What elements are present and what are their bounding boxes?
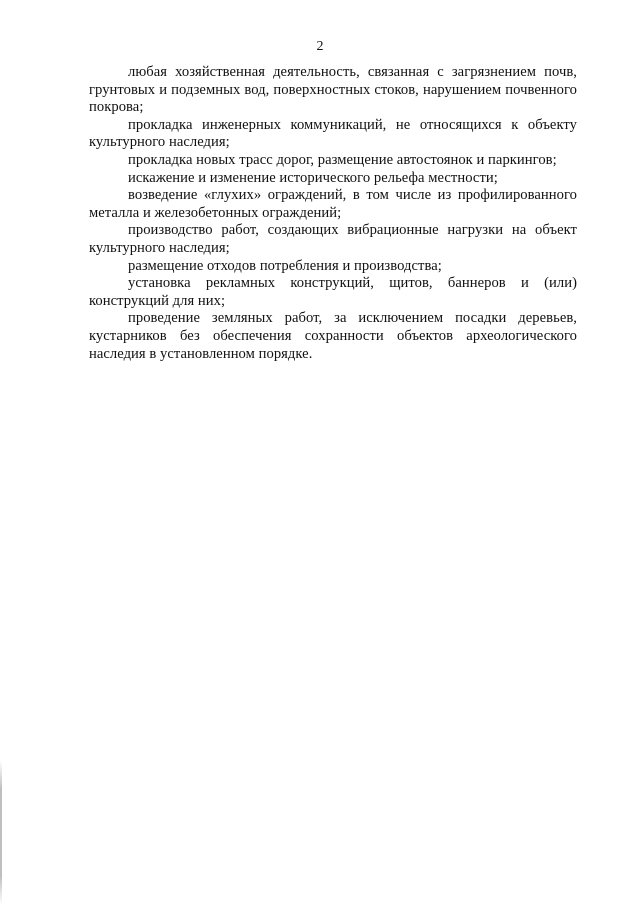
scan-edge-mark [0, 760, 2, 905]
paragraph-utilities: прокладка инженерных коммуникаций, не относящихся к объекту культурного наследия; [89, 116, 577, 151]
paragraph-relief: искажение и изменение исторического рельефа местности; [128, 169, 498, 186]
paragraph-advertising: установка рекламных конструкций, щитов, баннеров и (или) конструкций для них; [89, 275, 577, 309]
page-number: 2 [316, 39, 324, 54]
paragraph-vibration: производство работ, создающих вибрационные нагрузки на объект культурного наследия; [89, 222, 577, 256]
paragraph-fences: возведение «глухих» ограждений, в том числе из профилированного металла и железобетонных ограждений; [89, 187, 577, 221]
paragraph-earthworks: проведение земляных работ, за исключением посадки деревьев, кустарников без обеспечения сохранности объектов археологического наследия в установленном порядке. [89, 310, 577, 362]
paragraph-roads-parking: прокладка новых трасс дорог, размещение автостоянок и паркингов; [128, 151, 557, 168]
paragraph-waste: размещение отходов потребления и производства; [128, 257, 442, 274]
document-body [89, 64, 577, 363]
paragraph-pollution: любая хозяйственная деятельность, связанная с загрязнением почв, грунтовых и подземных вод, поверхностных стоков, нарушением почвенного покрова; [89, 64, 577, 116]
